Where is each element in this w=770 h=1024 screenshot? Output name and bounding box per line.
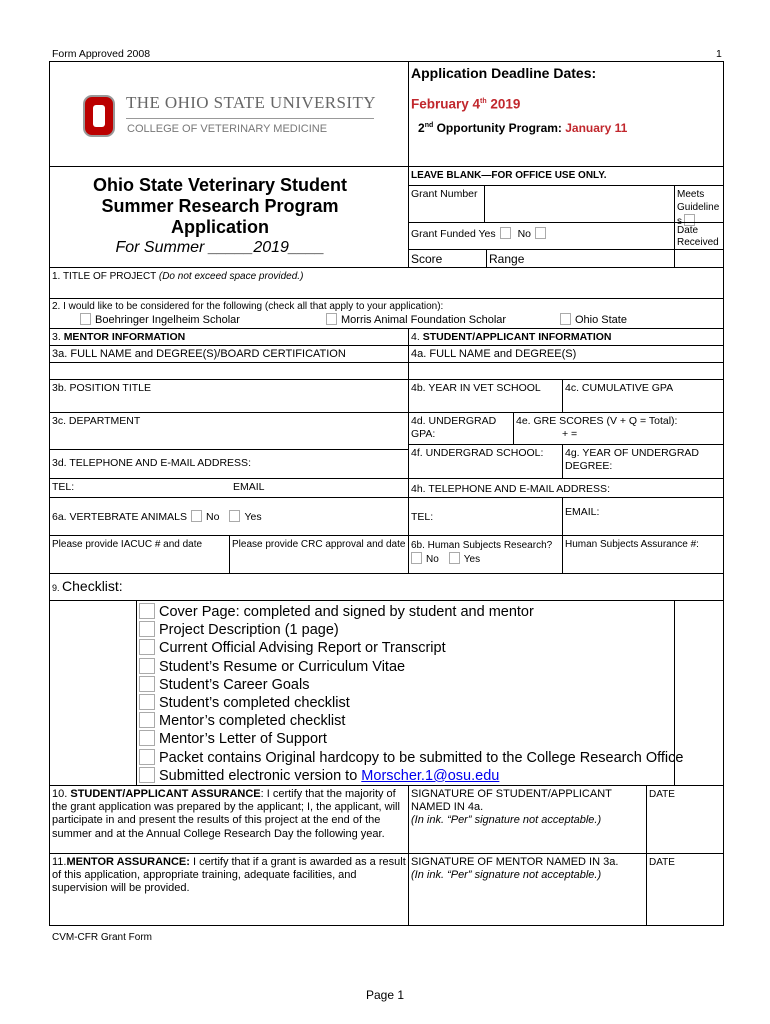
human-label: 6b. Human Subjects Research?: [411, 540, 553, 551]
gre-label: 4e. GRE SCORES (V + Q = Total):: [516, 415, 678, 427]
checkbox[interactable]: [139, 767, 155, 783]
gre-operators: + =: [562, 428, 578, 440]
mentor-tel-email-field[interactable]: [49, 478, 409, 498]
title-line2: Summer Research Program: [101, 196, 339, 216]
checkbox[interactable]: [139, 639, 155, 655]
tel-label: TEL:: [52, 481, 75, 493]
checkbox[interactable]: [139, 676, 155, 692]
for-summer: For Summer _____2019____: [115, 239, 325, 256]
item-label: Packet contains Original hardcopy to be submitted to the College Research Office: [159, 749, 684, 766]
logo-cell: [49, 61, 409, 167]
student-tel-field[interactable]: TEL:: [408, 497, 563, 536]
text: : I certify that the majority of the grant application was prepared by the applicant; I, the applicant, will participate in and present the results of this project at the end of the summer and at the Annual College Research Day the following year.: [52, 788, 400, 840]
checkbox[interactable]: [139, 712, 155, 728]
sig-note: (In ink. “Per” signature not acceptable.): [411, 814, 602, 826]
meets-label: Meets Guideline s: [677, 189, 720, 227]
no-label: No: [517, 228, 532, 240]
animals-yes-checkbox[interactable]: [229, 510, 240, 522]
option-boehringer[interactable]: [76, 313, 240, 326]
item-label: Current Official Advising Report or Transcript: [159, 640, 446, 657]
range-label[interactable]: Range: [486, 249, 675, 268]
human-subjects: [408, 535, 563, 574]
grant-funded-no-checkbox[interactable]: [535, 227, 546, 239]
student-contact-label: 4h. TELEPHONE AND E-MAIL ADDRESS:: [408, 478, 724, 498]
page-number-top: 1: [716, 48, 722, 60]
cumulative-gpa-field[interactable]: 4c. CUMULATIVE GPA: [562, 379, 724, 413]
option-morris[interactable]: [322, 313, 506, 326]
checklist-item[interactable]: [139, 712, 672, 730]
item1-note: (Do not exceed space provided.): [158, 271, 304, 282]
second-label: Opportunity Program:: [433, 120, 566, 135]
college-name: COLLEGE OF VETERINARY MEDICINE: [127, 123, 328, 135]
option-ohio-state[interactable]: [556, 313, 627, 326]
meets-guidelines[interactable]: [674, 185, 724, 227]
vertebrate-animals: [49, 497, 409, 536]
checklist-right-blank: [674, 600, 724, 786]
mentor-department-field[interactable]: 3c. DEPARTMENT: [49, 412, 409, 450]
year-in-vet-school-field[interactable]: 4b. YEAR IN VET SCHOOL: [408, 379, 563, 413]
student-signature-field[interactable]: [408, 785, 647, 854]
score-label[interactable]: Score: [408, 249, 487, 268]
mentor-date-field[interactable]: DATE: [646, 853, 724, 926]
text: I certify that if a grant is awarded as a result of this application, appropriate training, adequate facilities, and supervision will be provided.: [52, 856, 406, 895]
second-num: 2: [418, 120, 425, 135]
num: 9.: [52, 583, 63, 593]
mentor-position-field[interactable]: 3b. POSITION TITLE: [49, 379, 409, 413]
project-title-field[interactable]: [49, 267, 724, 299]
heading: Checklist:: [62, 578, 123, 594]
option-label: Morris Animal Foundation Scholar: [341, 314, 507, 326]
num: 11.: [52, 856, 67, 868]
num: 4.: [411, 331, 423, 343]
sig-label: SIGNATURE OF STUDENT/APPLICANT NAMED IN 4a.: [411, 788, 612, 813]
title-line1: Ohio State Veterinary Student: [92, 175, 348, 195]
grant-number-field[interactable]: [484, 185, 675, 223]
checklist-item[interactable]: [139, 676, 672, 694]
deadline-year: 2019: [486, 96, 521, 112]
human-no-checkbox[interactable]: [411, 552, 422, 564]
grant-funded-label: Grant Funded Yes: [411, 228, 496, 240]
mentor-name-field[interactable]: [49, 362, 409, 380]
sig-label: SIGNATURE OF MENTOR NAMED IN 3a.: [411, 856, 619, 868]
heading: MENTOR ASSURANCE:: [66, 856, 190, 868]
mentor-heading: [49, 328, 409, 346]
grant-funded: [408, 222, 675, 250]
checkbox[interactable]: [139, 658, 155, 674]
checklist-item[interactable]: [139, 603, 672, 621]
yes-label: Yes: [463, 554, 481, 565]
student-name-label: 4a. FULL NAME and DEGREE(S): [408, 345, 724, 363]
student-email-field[interactable]: EMAIL:: [562, 497, 724, 536]
checkbox[interactable]: [139, 603, 155, 619]
scholarship-options: [49, 298, 724, 329]
deadline-heading: Application Deadline Dates:: [411, 65, 597, 81]
office-blank: [674, 249, 724, 268]
deadline-cell: [408, 61, 724, 167]
university-name: THE OHIO STATE UNIVERSITY: [126, 93, 376, 112]
checkbox[interactable]: [139, 730, 155, 746]
checklist-left-blank: [49, 600, 137, 786]
checklist-item[interactable]: [139, 767, 672, 785]
undergrad-year-field[interactable]: 4g. YEAR OF UNDERGRAD DEGREE:: [562, 444, 724, 479]
checklist-items: [136, 600, 684, 786]
block-o-logo-icon: [83, 95, 115, 137]
page-number: Page 1: [366, 988, 405, 1002]
option-label: Ohio State: [575, 314, 627, 326]
mentor-name-label: 3a. FULL NAME and DEGREE(S)/BOARD CERTIFICATION: [49, 345, 409, 363]
item-label: Student’s Resume or Curriculum Vitae: [159, 658, 406, 675]
item1-label: 1. TITLE OF PROJECT: [52, 271, 159, 282]
student-name-field[interactable]: [408, 362, 724, 380]
heading: MENTOR INFORMATION: [63, 331, 186, 343]
item-label: Mentor’s Letter of Support: [159, 731, 327, 748]
undergrad-gpa-field[interactable]: 4d. UNDERGRAD GPA:: [408, 412, 514, 445]
gre-scores-field[interactable]: [513, 412, 724, 445]
option-label: Boehringer Ingelheim Scholar: [95, 314, 240, 326]
item-label: Project Description (1 page): [159, 622, 339, 639]
email-label: EMAIL: [233, 481, 265, 493]
checklist-item[interactable]: [139, 621, 672, 639]
item-label: Student’s completed checklist: [159, 695, 350, 712]
grant-number-label: Grant Number: [408, 185, 485, 223]
checklist-item[interactable]: [139, 658, 672, 676]
item-label: Mentor’s completed checklist: [159, 713, 346, 730]
student-assurance: [49, 785, 409, 854]
second-deadline: January 11: [565, 120, 628, 135]
checklist-item[interactable]: [139, 639, 672, 657]
no-label: No: [206, 511, 220, 523]
item2-label: 2. I would like to be considered for the following (check all that apply to your application):: [52, 301, 444, 312]
num: 10.: [52, 788, 71, 800]
heading: STUDENT/APPLICANT INFORMATION: [422, 331, 612, 343]
title-line3: Application: [171, 217, 269, 237]
item-label: Submitted electronic version to: [159, 767, 362, 784]
checklist-item[interactable]: [139, 749, 684, 767]
checkbox[interactable]: [139, 694, 155, 710]
office-heading: LEAVE BLANK—FOR OFFICE USE ONLY.: [408, 166, 724, 186]
date-received[interactable]: Date Received: [674, 222, 724, 250]
form-approved: Form Approved 2008: [52, 48, 151, 60]
form-name: CVM-CFR Grant Form: [52, 932, 152, 943]
no-label: No: [426, 554, 439, 565]
crc-field[interactable]: Please provide CRC approval and date: [229, 535, 409, 574]
email-link[interactable]: Morscher.1@osu.edu: [361, 767, 500, 784]
deadline-primary: February 4: [411, 96, 481, 112]
animals-label: 6a. VERTEBRATE ANIMALS: [52, 511, 187, 523]
mentor-contact-label: 3d. TELEPHONE AND E-MAIL ADDRESS:: [49, 449, 409, 479]
sup: nd: [424, 121, 434, 129]
heading: STUDENT/APPLICANT ASSURANCE: [70, 788, 261, 800]
student-heading: [408, 328, 724, 346]
sig-note: (In ink. “Per” signature not acceptable.): [411, 869, 602, 881]
grant-funded-yes-checkbox[interactable]: [500, 227, 511, 239]
title-cell: [49, 166, 409, 268]
checklist-item[interactable]: [139, 694, 672, 712]
hsa-field[interactable]: Human Subjects Assurance #:: [562, 535, 724, 574]
item-label: Cover Page: completed and signed by student and mentor: [159, 604, 534, 620]
item-label: Student’s Career Goals: [159, 676, 310, 693]
yes-label: Yes: [244, 511, 262, 523]
checklist-item[interactable]: [139, 730, 672, 748]
iacuc-field[interactable]: Please provide IACUC # and date: [49, 535, 230, 574]
sup: th: [480, 98, 487, 105]
mentor-assurance: [49, 853, 409, 926]
undergrad-school-field[interactable]: 4f. UNDERGRAD SCHOOL:: [408, 444, 563, 479]
checkbox[interactable]: [139, 621, 155, 637]
num: 3.: [52, 331, 64, 343]
checklist-heading: [49, 573, 724, 601]
human-yes-checkbox[interactable]: [449, 552, 460, 564]
student-date-field[interactable]: DATE: [646, 785, 724, 854]
mentor-signature-field[interactable]: [408, 853, 647, 926]
checkbox[interactable]: [139, 749, 155, 765]
animals-no-checkbox[interactable]: [191, 510, 202, 522]
